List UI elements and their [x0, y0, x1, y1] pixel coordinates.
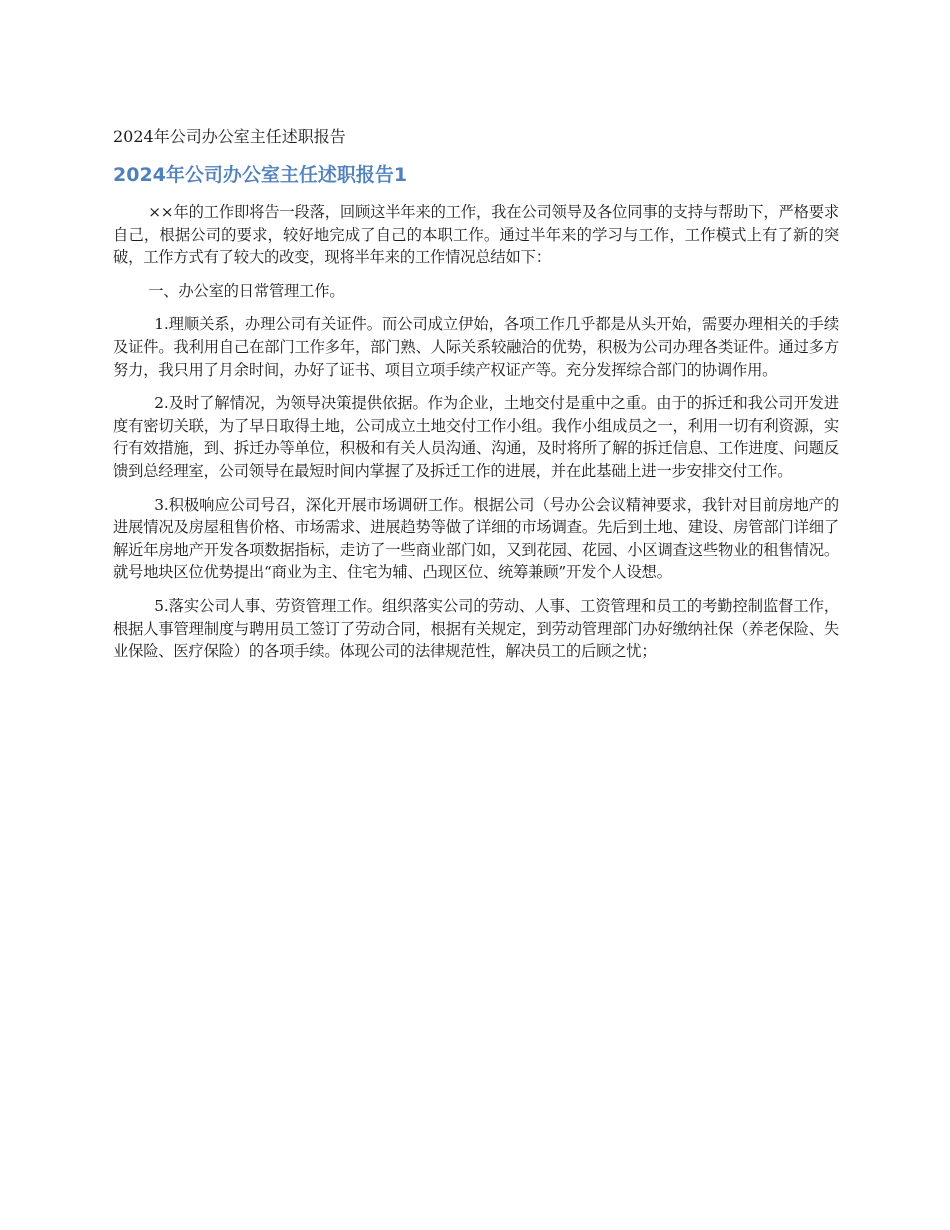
subsection-heading: 一、办公室的日常管理工作。 [148, 281, 345, 300]
list-item-paragraph: 5.落实公司人事、劳资管理工作。组织落实公司的劳动、人事、工资管理和员工的考勤控制监督工作，根据人事管理制度与聘用员工签订了劳动合同，根据有关规定，到劳动管理部门办好缴纳社保（养老保险、失业保险、医疗保险）的各项手续。体现公司的法律规范性，解决员工的后顾之忧； [113, 596, 839, 661]
document-title: 2024年公司办公室主任述职报告 [113, 127, 346, 146]
list-item-paragraph: 3.积极响应公司号召，深化开展市场调研工作。根据公司（号办公会议精神要求，我针对目前房地产的进展情况及房屋租售价格、市场需求、进展趋势等做了详细的市场调查。先后到土地、建设、房管部门详细了解近年房地产开发各项数据指标，走访了一些商业部门如，又到花园、花园、小区调查这些物业的租售情况。就号地块区位优势提出“商业为主、住宅为辅、凸现区位、统筹兼顾”开发个人设想。 [113, 495, 839, 582]
list-item-paragraph: 2.及时了解情况，为领导决策提供依据。作为企业，土地交付是重中之重。由于的拆迁和我公司开发进度有密切关联，为了早日取得土地，公司成立土地交付工作小组。我作小组成员之一，利用一切有利资源，实行有效措施，到、拆迁办等单位，积极和有关人员沟通、沟通，及时将所了解的拆迁信息、工作进度、问题反馈到总经理室，公司领导在最短时间内掌握了及拆迁工作的进展，并在此基础上进一步安排交付工作。 [113, 394, 839, 480]
intro-paragraph: ××年的工作即将告一段落，回顾这半年来的工作，我在公司领导及各位同事的支持与帮助下，严格要求自己，根据公司的要求，较好地完成了自己的本职工作。通过半年来的学习与工作，工作模式上有了新的突破，工作方式有了较大的改变，现将半年来的工作情况总结如下： [113, 203, 839, 267]
section-heading: 2024年公司办公室主任述职报告1 [113, 164, 408, 186]
document-body [113, 124, 839, 663]
list-item-paragraph: 1.理顺关系，办理公司有关证件。而公司成立伊始，各项工作几乎都是从头开始，需要办理相关的手续及证件。我利用自己在部门工作多年，部门熟、人际关系较融洽的优势，积极为公司办理各类证件。通过多方努力，我只用了月余时间，办好了证书、项目立项手续产权证产等。充分发挥综合部门的协调作用。 [113, 315, 839, 379]
